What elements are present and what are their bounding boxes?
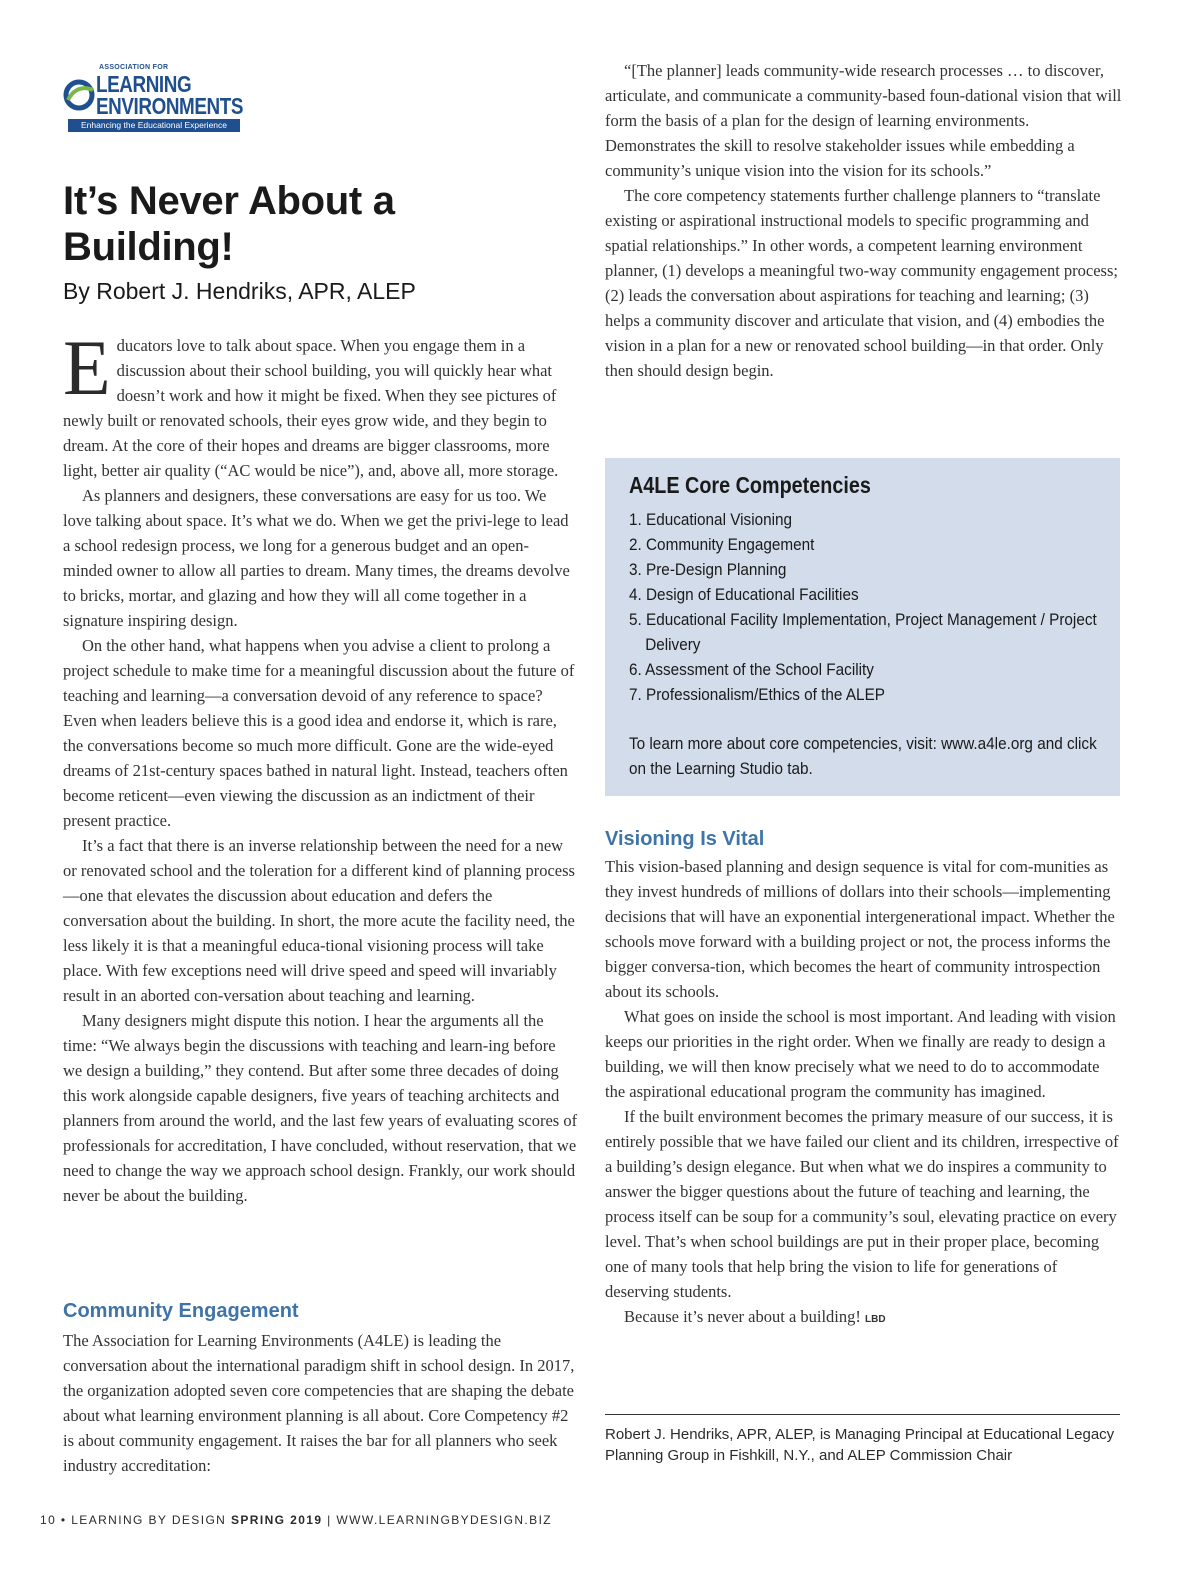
right-column-top [605, 58, 1123, 383]
logo-small-text: ASSOCIATION FOR [99, 64, 169, 71]
left-column-bottom [63, 1328, 578, 1478]
paragraph-6: The Association for Learning Environments (A4LE) is leading the conversation about the international paradigm shift in school design. In 2017, the organization adopted seven core competencies that are shaping the debate about what learning environment planning is all about. Core Competency #2 is about community engagement. It raises the bar for all planners who seek industry accreditation: [63, 1331, 575, 1475]
paragraph-1 [63, 324, 578, 483]
paragraph-5: Many designers might dispute this notion. I hear the arguments all the time: “We always begin the discussions with teaching and learn-ing before we design a building,” they contend. But after some three decades of doing this work alongside capable designers, five years of teaching architects and planners from around the world, and the last few years of evaluating scores of professionals for accreditation, I have concluded, without reservation, that we need to change the way we approach school design. Frankly, our work should never be about the building. [63, 1011, 578, 1205]
logo-line-1: LEARNING [96, 71, 192, 97]
box-note: To learn more about core competencies, visit: www.a4le.org and click on the Learning Studio tab. [629, 734, 1097, 778]
paragraph-10: If the built environment becomes the primary measure of our success, it is entirely possible that we have failed our client and its children, irrespective of a building’s design elegance. But when what we do inspires a community to answer the bigger questions about the future of teaching and learning, the process itself can be soup for a community’s soul, elevating practice on every level. That’s when school buildings are put in their proper place, becoming one of many tools that help bring the vision to life for generations of deserving students. [605, 1107, 1119, 1301]
footer-separator: | [327, 1513, 332, 1527]
list-item: 2. Community Engagement [629, 535, 815, 554]
footer-url[interactable]: WWW.LEARNINGBYDESIGN.BIZ [336, 1513, 553, 1527]
list-item: 4. Design of Educational Facilities [629, 585, 859, 604]
page-footer [40, 1513, 552, 1527]
left-column [63, 324, 578, 1208]
issue-label: SPRING 2019 [230, 1513, 323, 1527]
closing-text: Because it’s never about a building! [624, 1307, 861, 1326]
logo-tagline: Enhancing the Educational Experience [68, 119, 240, 132]
paragraph-2: As planners and designers, these conversations are easy for us too. We love talking about space. It’s what we do. When we get the privi-lege to lead a school redesign process, we long for a generous budget and an open-minded owner to allow all parties to dream. Many times, the dreams devolve to bricks, mortar, and glazing and how they will all come together in a signature inspiring design. [63, 486, 570, 630]
competency-list [629, 507, 1099, 707]
core-competencies-box [605, 458, 1120, 796]
paragraph-9: What goes on inside the school is most important. And leading with vision keeps our priorities in the right order. When we finally are ready to design a building, we will then know precisely what we need to do to accommodate the aspirational educational program the community has imagined. [605, 1007, 1116, 1101]
article-byline: By Robert J. Hendriks, APR, ALEP [63, 278, 416, 304]
logo-line-2: ENVIRONMENTS [96, 93, 244, 119]
paragraph-7: The core competency statements further challenge planners to “translate existing or aspirational instructional models to specific programming and spatial relationships.” In other words, a competent learning environment planner, (1) develops a meaningful two-way community engagement process; (2) leads the conversation about aspirations for teaching and learning; (3) helps a community discover and articulate that vision, and (4) embodies the vision in a plan for a new or renovated school building—in that order. Only then should design begin. [605, 186, 1118, 380]
right-column-bottom [605, 854, 1123, 1332]
page-number: 10 [40, 1513, 57, 1527]
drop-cap: E [63, 324, 111, 411]
section-heading-visioning: Visioning Is Vital [605, 828, 765, 850]
magazine-name: LEARNING BY DESIGN [71, 1513, 227, 1527]
list-item: 3. Pre-Design Planning [629, 560, 787, 579]
article-title: It’s Never About a Building! [63, 179, 395, 269]
paragraph-3: On the other hand, what happens when you advise a client to prolong a project schedule to make time for a meaningful discussion about the future of teaching and learning—a conversation devoid of any reference to space? Even when leaders believe this is a good idea and endorse it, which is rare, the conversations become so much more difficult. Gone are the wide-eyed dreams of 21st-century spaces bathed in natural light. Instead, teachers often become reticent—even viewing the discussion as an indictment of their present practice. [63, 636, 575, 830]
author-bio: Robert J. Hendriks, APR, ALEP, is Managing Principal at Educational Legacy Planning Group in Fishkill, N.Y., and ALEP Commission Chair [605, 1426, 1115, 1464]
box-title: A4LE Core Competencies [629, 472, 871, 498]
footer-bullet: • [60, 1513, 67, 1527]
paragraph-1-text: ducators love to talk about space. When you engage them in a discussion about their school building, you will quickly hear what doesn’t work and how it might be fixed. When they see pictures of newly built or renovated schools, their eyes grow wide, and they begin to dream. At the core of their hopes and dreams are bigger classrooms, more light, better air quality (“AC would be nice”), and, above all, more storage. [63, 336, 559, 480]
paragraph-4: It’s a fact that there is an inverse relationship between the need for a new or renovated school and the toleration for a different kind of planning process—one that elevates the discussion about education and defers the conversation about the building. In short, the more acute the facility need, the less likely it is that a meaningful educa-tional visioning process will take place. With few exceptions need will drive speed and speed will invariably result in an aborted con-versation about teaching and learning. [63, 836, 575, 1005]
bio-divider [605, 1414, 1120, 1415]
logo-swoosh-icon [62, 78, 98, 114]
quote-paragraph: “[The planner] leads community-wide research processes … to discover, articulate, and communicate a community-based foun-dational vision that will form the basis of a plan for the design of learning environments. Demonstrates the skill to resolve stakeholder issues while embedding a community’s unique vision into the vision for its schools.” [605, 61, 1122, 180]
closing-paragraph [605, 1304, 1123, 1332]
list-item: 6. Assessment of the School Facility [629, 660, 874, 679]
end-mark: LBD [865, 1314, 886, 1325]
paragraph-8: This vision-based planning and design sequence is vital for com-munities as they invest hundreds of millions of dollars into their schools—implementing decisions that will have an exponential intergenerational impact. Whether the schools move forward with a building project or not, the process informs the bigger conversa-tion, which becomes the heart of community introspection about its schools. [605, 857, 1115, 1001]
list-item: 7. Professionalism/Ethics of the ALEP [629, 685, 885, 704]
list-item: 1. Educational Visioning [629, 510, 793, 529]
list-item: 5. Educational Facility Implementation, Project Management / Project Delivery [629, 610, 1097, 654]
a4le-logo [62, 64, 252, 134]
section-heading-community-engagement: Community Engagement [63, 1300, 299, 1322]
